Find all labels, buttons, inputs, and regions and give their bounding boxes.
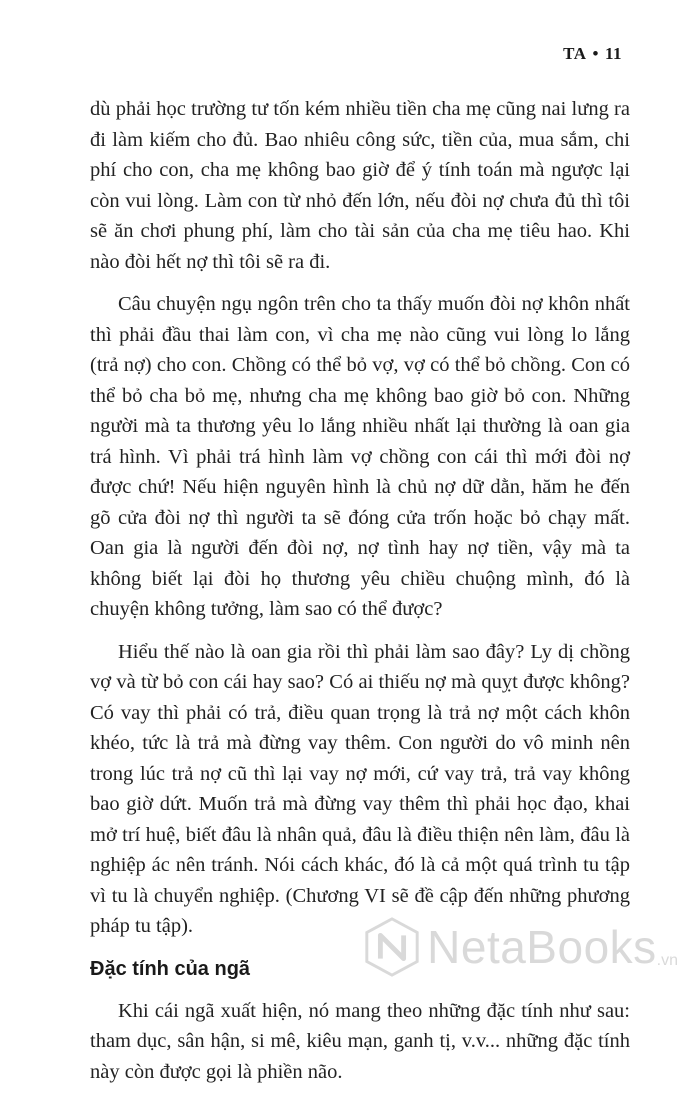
page-number: 11	[604, 44, 622, 63]
watermark-brand: NetaBooks	[427, 921, 657, 973]
watermark-suffix: .vn	[656, 952, 678, 969]
watermark	[361, 916, 678, 978]
running-head	[563, 44, 622, 64]
paragraph-repaying-debt: Hiểu thế nào là oan gia rồi thì phải làm sao đây? Ly dị chồng vợ và từ bỏ con cái hay sao? Có ai thiếu nợ mà quỵt được không? Có vay thì phải có trả, điều quan trọng là trả nợ một cách khôn khéo, tức là trả mà đừng vay thêm. Con người do vô minh nên trong lúc trả nợ cũ thì lại vay nợ mới, cứ vay trả, trả vay không bao giờ dứt. Muốn trả mà đừng vay thêm thì phải học đạo, khai mở trí huệ, biết đâu là nhân quả, đâu là điều thiện nên làm, đâu là nghiệp ác nên tránh. Nói cách khác, đó là cả một quá trình tu tập vì tu là chuyển nghiệp. (Chương VI sẽ đề cập đến những phương pháp tu tập).	[90, 640, 630, 937]
paragraph-continuation: dù phải học trường tư tốn kém nhiều tiền cha mẹ cũng nai lưng ra đi làm kiếm cho đủ. Bao nhiêu công sức, tiền của, mua sắm, chi phí cho con, cha mẹ không bao giờ để ý tính toán mà ngược lại còn vui lòng. Làm con từ nhỏ đến lớn, nếu đòi nợ chưa đủ thì tôi sẽ ăn chơi phung phí, làm cho tài sản của cha mẹ tiêu hao. Khi nào đòi hết nợ thì tôi sẽ ra đi.	[90, 98, 630, 273]
section-heading: Đặc tính của ngã	[90, 957, 251, 980]
paragraph-ego-traits: Khi cái ngã xuất hiện, nó mang theo những đặc tính như sau: tham dục, sân hận, si mê, kiêu mạn, ganh tị, v.v... những đặc tính này còn được gọi là phiền não.	[90, 999, 630, 1083]
paragraph-fable-lesson: Câu chuyện ngụ ngôn trên cho ta thấy muốn đòi nợ khôn nhất thì phải đầu thai làm con, vì cha mẹ nào cũng vui lòng lo lắng (trả nợ) cho con. Chồng có thể bỏ vợ, vợ có thể bỏ chồng. Con có thể bỏ cha bỏ mẹ, nhưng cha mẹ không bao giờ bỏ con. Những người mà ta thương yêu lo lắng nhiều nhất lại thường là oan gia trá hình. Vì phải trá hình làm vợ chồng con cái thì mới đòi nợ được chứ! Nếu hiện nguyên hình là chủ nợ dữ dằn, hăm he đến gõ cửa đòi nợ thì người ta sẽ đóng cửa trốn hoặc bỏ chạy mất. Oan gia là người đến đòi nợ, nợ tình hay nợ tiền, vậy mà ta không biết lại đòi họ thương yêu chiều chuộng mình, đó là chuyện không tưởng, làm sao có thể được?	[90, 293, 630, 620]
running-head-section: TA	[563, 44, 587, 63]
netabooks-logo-icon	[361, 916, 423, 978]
running-head-separator: •	[592, 44, 599, 63]
